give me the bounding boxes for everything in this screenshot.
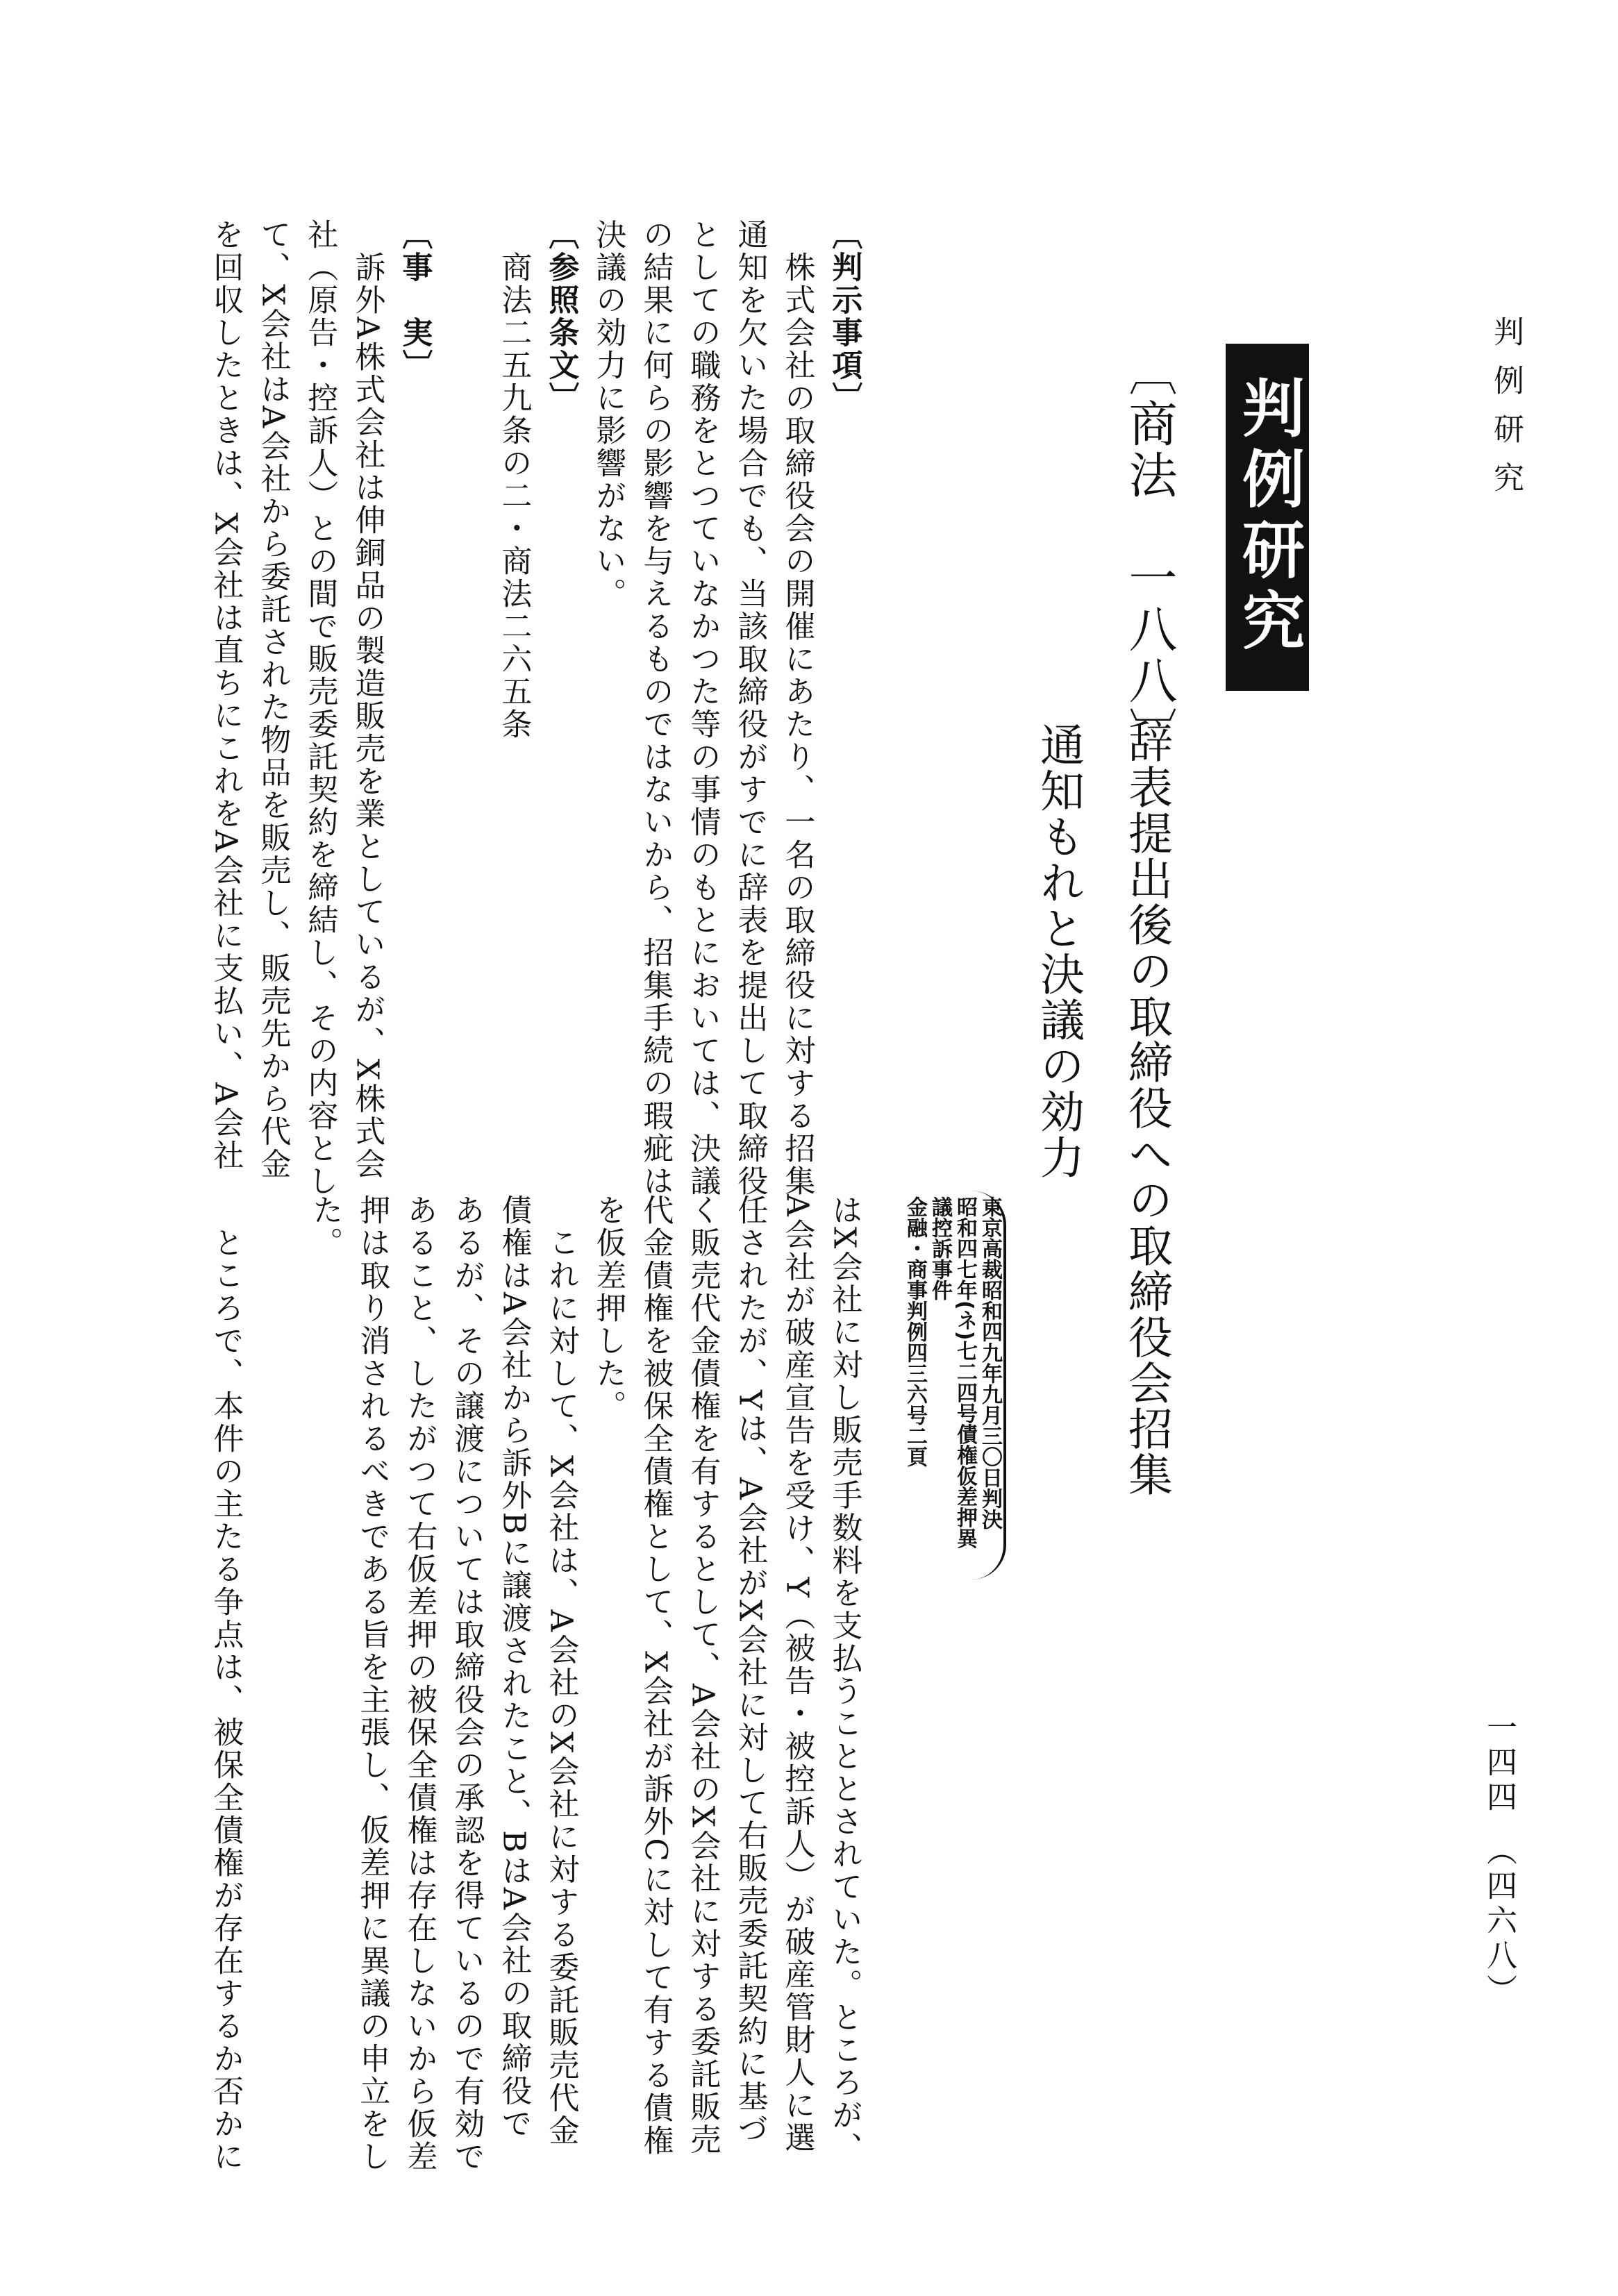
heading-holding: 〔判示事項〕 bbox=[826, 219, 862, 414]
section-logo-text: 判例研究 bbox=[1231, 376, 1304, 659]
citation-line: 昭和四七年(ネ)七二四号債権仮差押異 bbox=[953, 1196, 977, 1549]
body-column: を回収したときは、X会社は直ちにこれをA会社に支払い、A会社 bbox=[208, 219, 244, 1172]
body-column: A会社が破産宣告を受け、Y（被告・被控訴人）が破産管財人に選 bbox=[779, 1194, 815, 2154]
body-column: 決議の効力に影響がない。 bbox=[590, 219, 626, 610]
body-column: 押は取り消されるべきである旨を主張し、仮差押に異議の申立をし bbox=[354, 1194, 390, 2173]
citation-line: 議控訴事件 bbox=[928, 1196, 952, 1300]
body-column: の結果に何らの影響を与えるものではないから、招集手続の瑕疵は bbox=[637, 219, 674, 1198]
body-column: 訴外A株式会社は伸銅品の製造販売を業としているが、X株式会 bbox=[349, 219, 385, 1181]
article-title-line-1: 辞表提出後の取締役への取締役会招集 bbox=[1121, 719, 1172, 1498]
heading-statutes: 〔参照条文〕 bbox=[543, 219, 579, 414]
body-column: これに対して、X会社は、A会社のX会社に対する委託販売代金 bbox=[543, 1194, 579, 2147]
case-number: 〔商法 一八八〕 bbox=[1121, 347, 1178, 758]
article-title-line-2: 通知もれと決議の効力 bbox=[1033, 722, 1084, 1180]
section-logo bbox=[1226, 344, 1309, 691]
body-column: を仮差押した。 bbox=[590, 1194, 626, 1423]
body-column: 任されたが、Yは、A会社がX会社に対して右販売委託契約に基づ bbox=[732, 1194, 768, 2146]
body-column: 商法二五九条の二・商法二六五条 bbox=[496, 219, 532, 741]
body-column: はX会社に対し販売手数料を支払うこととされていた。ところが、 bbox=[826, 1194, 862, 2165]
body-column: く販売代金債権を有するとして、A会社のX会社に対する委託販売 bbox=[685, 1194, 721, 2156]
body-column: て、X会社はA会社から委託された物品を販売し、販売先から代金 bbox=[255, 219, 291, 1181]
body-column: 株式会社の取締役会の開催にあたり、一名の取締役に対する招集 bbox=[779, 219, 815, 1198]
heading-facts: 〔事 実〕 bbox=[397, 219, 433, 382]
page-folio: 一四四 （四六八） bbox=[1481, 1711, 1517, 2009]
citation-line: 金融・商事判例四三六号二頁 bbox=[903, 1196, 927, 1467]
case-citation bbox=[899, 1191, 1006, 1579]
citation-line: 東京高裁昭和四九年九月三〇日判決 bbox=[978, 1196, 1002, 1530]
body-column: 代金債権を被保全債権として、X会社が訴外Cに対して有する債権 bbox=[637, 1194, 674, 2157]
body-column: あるが、その譲渡については取締役会の承認を得ているので有効で bbox=[449, 1194, 485, 2173]
body-column: た。 bbox=[307, 1194, 343, 1259]
body-column: 社（原告・控訴人）との間で販売委託契約を締結し、その内容とし bbox=[302, 219, 338, 1198]
body-column: ところで、本件の主たる争点は、被保全債権が存在するか否かに bbox=[208, 1194, 244, 2173]
running-head: 判例研究 bbox=[1488, 316, 1524, 510]
body-column: あること、したがつて右仮差押の被保全債権は存在しないから仮差 bbox=[401, 1194, 437, 2173]
body-column: 通知を欠いた場合でも、当該取締役がすでに辞表を提出して取締役 bbox=[732, 219, 768, 1198]
body-column: 債権はA会社から訴外Bに譲渡されたこと、BはA会社の取締役で bbox=[496, 1194, 532, 2140]
body-column: としての職務をとつていなかつた等の事情のもとにおいては、決議 bbox=[685, 219, 721, 1198]
